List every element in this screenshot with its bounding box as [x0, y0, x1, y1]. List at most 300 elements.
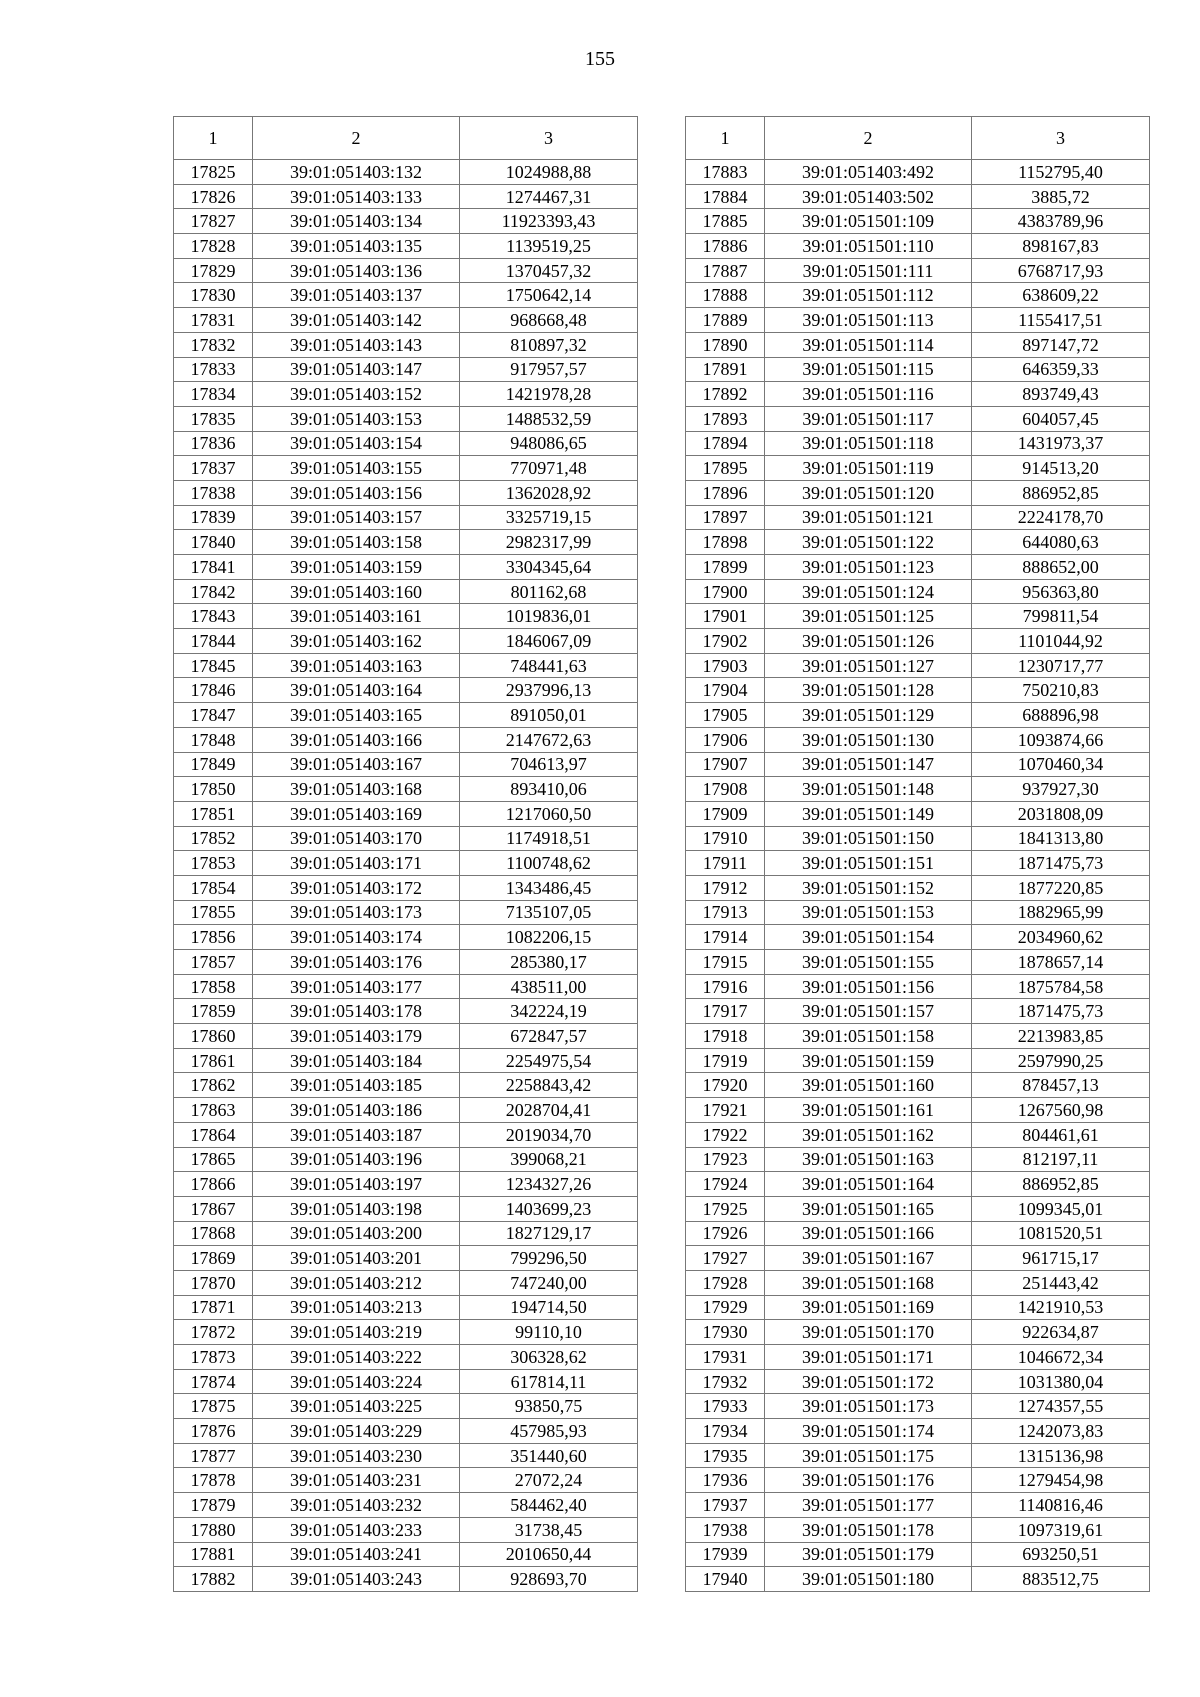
cadastral-number-cell: 39:01:051403:186: [253, 1098, 460, 1123]
table-row: [686, 851, 1150, 876]
cadastral-number-cell: 39:01:051501:172: [765, 1369, 972, 1394]
table-row: [174, 629, 638, 654]
table-row: [686, 1567, 1150, 1592]
cadastral-number-cell: 39:01:051501:149: [765, 801, 972, 826]
table-row: [686, 1270, 1150, 1295]
value-cell: 1242073,83: [972, 1419, 1150, 1444]
value-cell: 893410,06: [460, 777, 638, 802]
row-number-cell: 17837: [174, 456, 253, 481]
column-header-3: 3: [460, 117, 638, 160]
value-cell: 1046672,34: [972, 1345, 1150, 1370]
value-cell: 956363,80: [972, 579, 1150, 604]
row-number-cell: 17872: [174, 1320, 253, 1345]
cadastral-number-cell: 39:01:051403:152: [253, 382, 460, 407]
cadastral-number-cell: 39:01:051403:231: [253, 1468, 460, 1493]
row-number-cell: 17891: [686, 357, 765, 382]
cadastral-number-cell: 39:01:051501:168: [765, 1270, 972, 1295]
row-number-cell: 17894: [686, 431, 765, 456]
table-row: [174, 900, 638, 925]
row-number-cell: 17863: [174, 1098, 253, 1123]
row-number-cell: 17888: [686, 283, 765, 308]
row-number-cell: 17917: [686, 999, 765, 1024]
cadastral-number-cell: 39:01:051501:115: [765, 357, 972, 382]
table-row: [174, 604, 638, 629]
value-cell: 1431973,37: [972, 431, 1150, 456]
value-cell: 617814,11: [460, 1369, 638, 1394]
cadastral-number-cell: 39:01:051403:173: [253, 900, 460, 925]
table-row: [686, 480, 1150, 505]
table-row: [174, 752, 638, 777]
row-number-cell: 17905: [686, 703, 765, 728]
table-row: [686, 1246, 1150, 1271]
value-cell: 804461,61: [972, 1122, 1150, 1147]
value-cell: 93850,75: [460, 1394, 638, 1419]
cadastral-number-cell: 39:01:051501:177: [765, 1493, 972, 1518]
table-row: [686, 160, 1150, 185]
value-cell: 2031808,09: [972, 801, 1150, 826]
table-row: [686, 1295, 1150, 1320]
row-number-cell: 17928: [686, 1270, 765, 1295]
table-row: [686, 308, 1150, 333]
table-row: [174, 160, 638, 185]
cadastral-number-cell: 39:01:051403:230: [253, 1443, 460, 1468]
cadastral-number-cell: 39:01:051403:134: [253, 209, 460, 234]
table-row: [686, 801, 1150, 826]
row-number-cell: 17840: [174, 530, 253, 555]
cadastral-number-cell: 39:01:051501:153: [765, 900, 972, 925]
value-cell: 251443,42: [972, 1270, 1150, 1295]
table-row: [174, 332, 638, 357]
cadastral-number-cell: 39:01:051501:166: [765, 1221, 972, 1246]
row-number-cell: 17866: [174, 1172, 253, 1197]
table-row: [686, 604, 1150, 629]
cadastral-number-cell: 39:01:051403:200: [253, 1221, 460, 1246]
row-number-cell: 17910: [686, 826, 765, 851]
value-cell: 1877220,85: [972, 875, 1150, 900]
cadastral-number-cell: 39:01:051403:155: [253, 456, 460, 481]
row-number-cell: 17871: [174, 1295, 253, 1320]
value-cell: 3885,72: [972, 184, 1150, 209]
table-row: [174, 875, 638, 900]
cadastral-number-cell: 39:01:051501:178: [765, 1517, 972, 1542]
row-number-cell: 17886: [686, 234, 765, 259]
left-table-body: [174, 160, 638, 1592]
row-number-cell: 17925: [686, 1196, 765, 1221]
row-number-cell: 17931: [686, 1345, 765, 1370]
table-row: [174, 1196, 638, 1221]
value-cell: 584462,40: [460, 1493, 638, 1518]
cadastral-number-cell: 39:01:051501:123: [765, 555, 972, 580]
table-row: [174, 258, 638, 283]
value-cell: 604057,45: [972, 406, 1150, 431]
row-number-cell: 17923: [686, 1147, 765, 1172]
value-cell: 1488532,59: [460, 406, 638, 431]
cadastral-number-cell: 39:01:051403:133: [253, 184, 460, 209]
table-row: [174, 777, 638, 802]
left-table: [173, 116, 638, 1592]
row-number-cell: 17922: [686, 1122, 765, 1147]
table-row: [174, 209, 638, 234]
value-cell: 351440,60: [460, 1443, 638, 1468]
table-row: [174, 1517, 638, 1542]
value-cell: 2254975,54: [460, 1048, 638, 1073]
row-number-cell: 17882: [174, 1567, 253, 1592]
cadastral-number-cell: 39:01:051501:167: [765, 1246, 972, 1271]
row-number-cell: 17898: [686, 530, 765, 555]
table-row: [174, 1073, 638, 1098]
cadastral-number-cell: 39:01:051403:168: [253, 777, 460, 802]
value-cell: 194714,50: [460, 1295, 638, 1320]
table-row: [686, 456, 1150, 481]
cadastral-number-cell: 39:01:051501:176: [765, 1468, 972, 1493]
value-cell: 1024988,88: [460, 160, 638, 185]
row-number-cell: 17896: [686, 480, 765, 505]
cadastral-number-cell: 39:01:051501:120: [765, 480, 972, 505]
row-number-cell: 17921: [686, 1098, 765, 1123]
table-row: [174, 851, 638, 876]
value-cell: 1343486,45: [460, 875, 638, 900]
table-row: [686, 1320, 1150, 1345]
row-number-cell: 17902: [686, 629, 765, 654]
row-number-cell: 17899: [686, 555, 765, 580]
table-row: [174, 530, 638, 555]
value-cell: 1875784,58: [972, 974, 1150, 999]
cadastral-number-cell: 39:01:051403:184: [253, 1048, 460, 1073]
table-row: [686, 1024, 1150, 1049]
table-row: [686, 258, 1150, 283]
value-cell: 1315136,98: [972, 1443, 1150, 1468]
cadastral-number-cell: 39:01:051501:110: [765, 234, 972, 259]
table-row: [174, 184, 638, 209]
row-number-cell: 17857: [174, 950, 253, 975]
cadastral-number-cell: 39:01:051403:229: [253, 1419, 460, 1444]
row-number-cell: 17934: [686, 1419, 765, 1444]
value-cell: 922634,87: [972, 1320, 1150, 1345]
row-number-cell: 17855: [174, 900, 253, 925]
cadastral-number-cell: 39:01:051403:176: [253, 950, 460, 975]
row-number-cell: 17903: [686, 653, 765, 678]
cadastral-number-cell: 39:01:051501:119: [765, 456, 972, 481]
value-cell: 937927,30: [972, 777, 1150, 802]
table-row: [686, 752, 1150, 777]
cadastral-number-cell: 39:01:051403:142: [253, 308, 460, 333]
value-cell: 2213983,85: [972, 1024, 1150, 1049]
cadastral-number-cell: 39:01:051501:165: [765, 1196, 972, 1221]
row-number-cell: 17880: [174, 1517, 253, 1542]
value-cell: 1750642,14: [460, 283, 638, 308]
row-number-cell: 17829: [174, 258, 253, 283]
row-number-cell: 17877: [174, 1443, 253, 1468]
row-number-cell: 17908: [686, 777, 765, 802]
row-number-cell: 17892: [686, 382, 765, 407]
value-cell: 1279454,98: [972, 1468, 1150, 1493]
table-row: [686, 1147, 1150, 1172]
row-number-cell: 17839: [174, 505, 253, 530]
row-number-cell: 17834: [174, 382, 253, 407]
value-cell: 799296,50: [460, 1246, 638, 1271]
value-cell: 810897,32: [460, 332, 638, 357]
row-number-cell: 17900: [686, 579, 765, 604]
right-table-body: [686, 160, 1150, 1592]
row-number-cell: 17853: [174, 851, 253, 876]
row-number-cell: 17914: [686, 925, 765, 950]
table-row: [174, 456, 638, 481]
cadastral-number-cell: 39:01:051403:222: [253, 1345, 460, 1370]
table-row: [174, 678, 638, 703]
table-row: [174, 1394, 638, 1419]
table-row: [174, 950, 638, 975]
table-row: [686, 678, 1150, 703]
value-cell: 1101044,92: [972, 629, 1150, 654]
row-number-cell: 17918: [686, 1024, 765, 1049]
table-row: [174, 1345, 638, 1370]
table-row: [174, 283, 638, 308]
value-cell: 672847,57: [460, 1024, 638, 1049]
cadastral-number-cell: 39:01:051403:160: [253, 579, 460, 604]
table-row: [174, 826, 638, 851]
row-number-cell: 17911: [686, 851, 765, 876]
table-row: [686, 777, 1150, 802]
row-number-cell: 17848: [174, 727, 253, 752]
cadastral-number-cell: 39:01:051501:173: [765, 1394, 972, 1419]
table-row: [174, 1419, 638, 1444]
value-cell: 688896,98: [972, 703, 1150, 728]
cadastral-number-cell: 39:01:051403:143: [253, 332, 460, 357]
cadastral-number-cell: 39:01:051403:147: [253, 357, 460, 382]
row-number-cell: 17879: [174, 1493, 253, 1518]
cadastral-number-cell: 39:01:051403:196: [253, 1147, 460, 1172]
table-row: [174, 1493, 638, 1518]
value-cell: 2597990,25: [972, 1048, 1150, 1073]
value-cell: 2028704,41: [460, 1098, 638, 1123]
value-cell: 750210,83: [972, 678, 1150, 703]
table-row: [174, 1542, 638, 1567]
row-number-cell: 17907: [686, 752, 765, 777]
table-row: [174, 727, 638, 752]
cadastral-number-cell: 39:01:051501:118: [765, 431, 972, 456]
table-row: [174, 555, 638, 580]
table-row: [686, 406, 1150, 431]
row-number-cell: 17901: [686, 604, 765, 629]
value-cell: 1100748,62: [460, 851, 638, 876]
table-row: [174, 308, 638, 333]
page-number: 155: [585, 48, 615, 70]
row-number-cell: 17920: [686, 1073, 765, 1098]
value-cell: 31738,45: [460, 1517, 638, 1542]
value-cell: 1274357,55: [972, 1394, 1150, 1419]
cadastral-number-cell: 39:01:051501:148: [765, 777, 972, 802]
table-row: [686, 505, 1150, 530]
value-cell: 1403699,23: [460, 1196, 638, 1221]
table-row: [686, 629, 1150, 654]
cadastral-number-cell: 39:01:051501:112: [765, 283, 972, 308]
table-row: [686, 1493, 1150, 1518]
row-number-cell: 17869: [174, 1246, 253, 1271]
row-number-cell: 17860: [174, 1024, 253, 1049]
value-cell: 99110,10: [460, 1320, 638, 1345]
table-row: [174, 1172, 638, 1197]
value-cell: 1097319,61: [972, 1517, 1150, 1542]
column-header-2: 2: [253, 117, 460, 160]
row-number-cell: 17909: [686, 801, 765, 826]
value-cell: 1140816,46: [972, 1493, 1150, 1518]
row-number-cell: 17832: [174, 332, 253, 357]
row-number-cell: 17897: [686, 505, 765, 530]
table-row: [174, 579, 638, 604]
row-number-cell: 17926: [686, 1221, 765, 1246]
value-cell: 917957,57: [460, 357, 638, 382]
row-number-cell: 17874: [174, 1369, 253, 1394]
cadastral-number-cell: 39:01:051403:154: [253, 431, 460, 456]
value-cell: 1421978,28: [460, 382, 638, 407]
row-number-cell: 17878: [174, 1468, 253, 1493]
row-number-cell: 17843: [174, 604, 253, 629]
cadastral-number-cell: 39:01:051501:154: [765, 925, 972, 950]
value-cell: 638609,22: [972, 283, 1150, 308]
value-cell: 2937996,13: [460, 678, 638, 703]
row-number-cell: 17924: [686, 1172, 765, 1197]
value-cell: 7135107,05: [460, 900, 638, 925]
value-cell: 1871475,73: [972, 851, 1150, 876]
table-row: [174, 234, 638, 259]
value-cell: 1827129,17: [460, 1221, 638, 1246]
cadastral-number-cell: 39:01:051403:212: [253, 1270, 460, 1295]
value-cell: 342224,19: [460, 999, 638, 1024]
cadastral-number-cell: 39:01:051501:116: [765, 382, 972, 407]
table-row: [686, 1221, 1150, 1246]
value-cell: 644080,63: [972, 530, 1150, 555]
table-row: [174, 1270, 638, 1295]
row-number-cell: 17844: [174, 629, 253, 654]
cadastral-number-cell: 39:01:051403:179: [253, 1024, 460, 1049]
row-number-cell: 17838: [174, 480, 253, 505]
row-number-cell: 17912: [686, 875, 765, 900]
row-number-cell: 17906: [686, 727, 765, 752]
cadastral-number-cell: 39:01:051403:224: [253, 1369, 460, 1394]
value-cell: 2019034,70: [460, 1122, 638, 1147]
cadastral-number-cell: 39:01:051501:121: [765, 505, 972, 530]
column-header-1: 1: [686, 117, 765, 160]
table-header-row: [174, 117, 638, 160]
value-cell: 886952,85: [972, 1172, 1150, 1197]
cadastral-number-cell: 39:01:051501:109: [765, 209, 972, 234]
row-number-cell: 17868: [174, 1221, 253, 1246]
table-row: [686, 1542, 1150, 1567]
value-cell: 1421910,53: [972, 1295, 1150, 1320]
value-cell: 693250,51: [972, 1542, 1150, 1567]
row-number-cell: 17940: [686, 1567, 765, 1592]
cadastral-number-cell: 39:01:051501:157: [765, 999, 972, 1024]
table-row: [174, 1024, 638, 1049]
cadastral-number-cell: 39:01:051501:159: [765, 1048, 972, 1073]
value-cell: 1274467,31: [460, 184, 638, 209]
value-cell: 1139519,25: [460, 234, 638, 259]
row-number-cell: 17885: [686, 209, 765, 234]
table-row: [174, 1369, 638, 1394]
value-cell: 1370457,32: [460, 258, 638, 283]
value-cell: 812197,11: [972, 1147, 1150, 1172]
table-row: [686, 1394, 1150, 1419]
value-cell: 747240,00: [460, 1270, 638, 1295]
cadastral-number-cell: 39:01:051403:219: [253, 1320, 460, 1345]
value-cell: 799811,54: [972, 604, 1150, 629]
cadastral-number-cell: 39:01:051501:125: [765, 604, 972, 629]
cadastral-number-cell: 39:01:051403:225: [253, 1394, 460, 1419]
table-row: [174, 653, 638, 678]
cadastral-number-cell: 39:01:051501:128: [765, 678, 972, 703]
row-number-cell: 17884: [686, 184, 765, 209]
table-row: [174, 1246, 638, 1271]
value-cell: 438511,00: [460, 974, 638, 999]
value-cell: 1871475,73: [972, 999, 1150, 1024]
table-row: [686, 579, 1150, 604]
value-cell: 1099345,01: [972, 1196, 1150, 1221]
value-cell: 1019836,01: [460, 604, 638, 629]
row-number-cell: 17833: [174, 357, 253, 382]
table-row: [686, 974, 1150, 999]
row-number-cell: 17825: [174, 160, 253, 185]
row-number-cell: 17846: [174, 678, 253, 703]
table-row: [174, 1443, 638, 1468]
table-row: [686, 950, 1150, 975]
row-number-cell: 17864: [174, 1122, 253, 1147]
cadastral-number-cell: 39:01:051403:178: [253, 999, 460, 1024]
cadastral-number-cell: 39:01:051403:185: [253, 1073, 460, 1098]
value-cell: 399068,21: [460, 1147, 638, 1172]
table-row: [174, 1468, 638, 1493]
table-row: [686, 925, 1150, 950]
value-cell: 1841313,80: [972, 826, 1150, 851]
table-row: [686, 1122, 1150, 1147]
row-number-cell: 17850: [174, 777, 253, 802]
row-number-cell: 17870: [174, 1270, 253, 1295]
row-number-cell: 17845: [174, 653, 253, 678]
table-row: [174, 406, 638, 431]
row-number-cell: 17827: [174, 209, 253, 234]
cadastral-number-cell: 39:01:051501:150: [765, 826, 972, 851]
table-row: [686, 234, 1150, 259]
value-cell: 1234327,26: [460, 1172, 638, 1197]
cadastral-number-cell: 39:01:051501:117: [765, 406, 972, 431]
table-row: [686, 209, 1150, 234]
cadastral-number-cell: 39:01:051403:135: [253, 234, 460, 259]
value-cell: 306328,62: [460, 1345, 638, 1370]
row-number-cell: 17865: [174, 1147, 253, 1172]
value-cell: 1230717,77: [972, 653, 1150, 678]
cadastral-number-cell: 39:01:051501:174: [765, 1419, 972, 1444]
row-number-cell: 17915: [686, 950, 765, 975]
cadastral-number-cell: 39:01:051403:163: [253, 653, 460, 678]
row-number-cell: 17862: [174, 1073, 253, 1098]
table-row: [174, 1567, 638, 1592]
row-number-cell: 17828: [174, 234, 253, 259]
cadastral-number-cell: 39:01:051501:158: [765, 1024, 972, 1049]
cadastral-number-cell: 39:01:051403:198: [253, 1196, 460, 1221]
cadastral-number-cell: 39:01:051501:179: [765, 1542, 972, 1567]
table-row: [686, 431, 1150, 456]
cadastral-number-cell: 39:01:051501:114: [765, 332, 972, 357]
value-cell: 1152795,40: [972, 160, 1150, 185]
table-row: [686, 1172, 1150, 1197]
value-cell: 2034960,62: [972, 925, 1150, 950]
row-number-cell: 17854: [174, 875, 253, 900]
row-number-cell: 17858: [174, 974, 253, 999]
cadastral-number-cell: 39:01:051403:187: [253, 1122, 460, 1147]
row-number-cell: 17856: [174, 925, 253, 950]
cadastral-number-cell: 39:01:051501:170: [765, 1320, 972, 1345]
cadastral-number-cell: 39:01:051501:175: [765, 1443, 972, 1468]
row-number-cell: 17930: [686, 1320, 765, 1345]
